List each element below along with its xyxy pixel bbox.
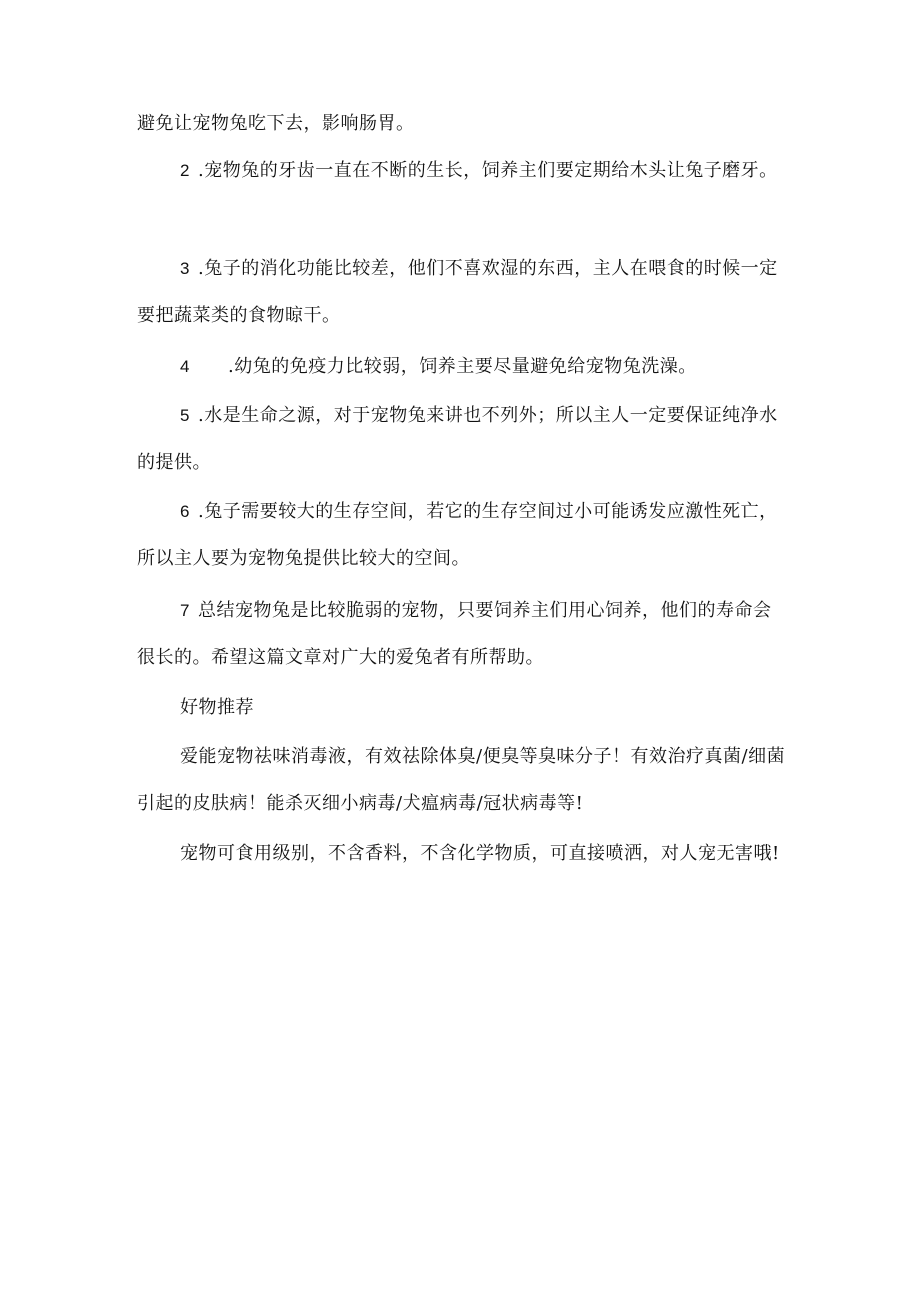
paragraph-product-1 xyxy=(137,733,787,827)
list-item xyxy=(137,245,787,339)
list-item-text: .宠物兔的牙齿一直在不断的生长，饲养主们要定期给木头让兔子磨牙。 xyxy=(197,160,778,181)
list-item-number: 2 xyxy=(180,161,190,180)
list-item xyxy=(137,343,787,390)
list-item xyxy=(137,587,787,681)
section-heading xyxy=(137,684,787,731)
list-item xyxy=(137,147,787,194)
list-item xyxy=(137,488,787,582)
list-item-text: 总结宠物兔是比较脆弱的宠物，只要饲养主们用心饲养，他们的寿命会很长的。希望这篇文章对广大的爱兔者有所帮助。 xyxy=(137,600,772,668)
list-item-text: .兔子需要较大的生存空间，若它的生存空间过小可能诱发应激性死亡，所以主人要为宠物兔提供比较大的空间。 xyxy=(137,501,778,569)
list-item-text: .水是生命之源，对于宠物兔来讲也不列外；所以主人一定要保证纯净水的提供。 xyxy=(137,405,778,473)
paragraph-product-2-text: 宠物可食用级别，不含香料，不含化学物质，可直接喷洒，对人宠无害哦! xyxy=(180,843,780,864)
list-item-number: 4 xyxy=(180,357,190,376)
list-item xyxy=(137,392,787,486)
section-heading-text: 好物推荐 xyxy=(180,697,254,718)
list-item-text: .幼兔的免疫力比较弱，饲养主要尽量避免给宠物兔洗澡。 xyxy=(227,356,697,377)
paragraph-intro-text: 避免让宠物兔吃下去，影响肠胃。 xyxy=(137,113,415,134)
list-item-number: 7 xyxy=(180,601,190,620)
list-item-text: .兔子的消化功能比较差，他们不喜欢湿的东西，主人在喂食的时候一定要把蔬菜类的食物晾干。 xyxy=(137,258,778,326)
list-item-number: 5 xyxy=(180,406,190,425)
paragraph-product-2 xyxy=(137,830,787,877)
list-item-number: 3 xyxy=(180,259,190,278)
paragraph-intro xyxy=(137,100,787,147)
paragraph-product-1-text: 爱能宠物祛味消毒液，有效祛除体臭/便臭等臭味分子！有效治疗真菌/细菌引起的皮肤病！能杀灭细小病毒/犬瘟病毒/冠状病毒等! xyxy=(137,746,786,814)
list-item-number: 6 xyxy=(180,502,190,521)
